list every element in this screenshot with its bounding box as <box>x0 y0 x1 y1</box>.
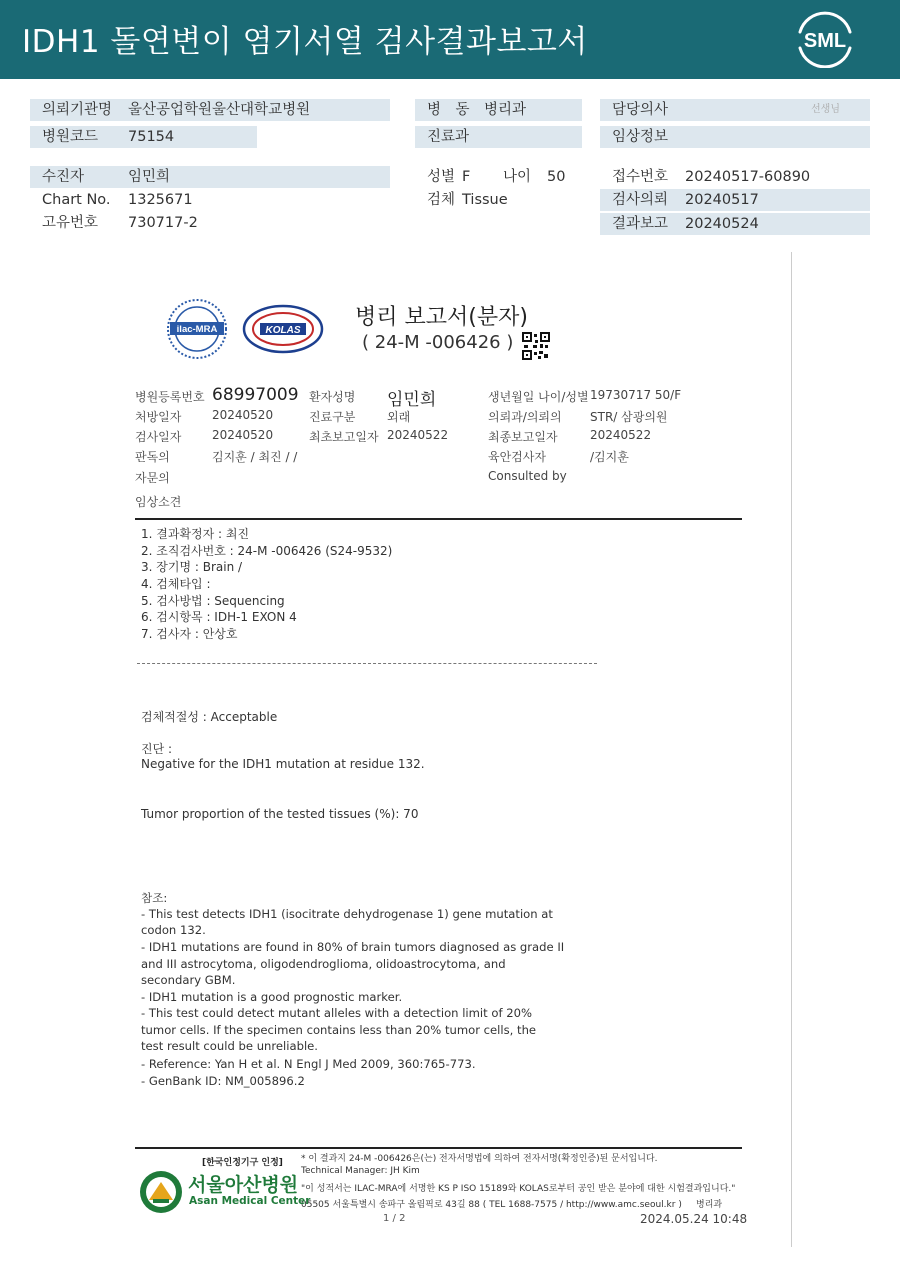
doctor-label: 담당의사 <box>612 102 669 118</box>
dob-value: 19730717 50/F <box>590 388 682 402</box>
diagnosis-label: 진단 : <box>141 742 173 756</box>
final-report-value: 20240522 <box>590 428 652 442</box>
report-divider-bottom <box>135 1147 742 1149</box>
ilac-mra-seal <box>166 298 228 360</box>
reference-line: - This test detects IDH1 (isocitrate dehydrogenase 1) gene mutation at <box>141 907 553 921</box>
requesting-institution-label: 의뢰기관명 <box>42 102 113 118</box>
field-requesting-institution <box>30 99 390 121</box>
field-receipt-no <box>600 166 870 188</box>
tech-manager: Technical Manager: JH Kim <box>301 1166 420 1176</box>
cert-label: [한국인정기구 인정] <box>202 1158 283 1168</box>
page-title: IDH1 돌연변이 염기서열 검사결과보고서 <box>22 24 588 60</box>
first-report-label: 최초보고일자 <box>309 430 379 444</box>
rx-date-value: 20240520 <box>212 408 274 422</box>
reg-no-value: 68997009 <box>212 385 299 405</box>
test-request-value: 20240517 <box>685 192 759 208</box>
field-clinical-info <box>600 126 870 148</box>
finding-item: 4. 검체타입 : <box>141 577 211 591</box>
header-bar <box>0 0 900 79</box>
field-test-request <box>600 189 870 211</box>
timestamp: 2024.05.24 10:48 <box>640 1212 748 1226</box>
finding-item: 6. 검시항목 : IDH-1 EXON 4 <box>141 610 297 624</box>
kolas-seal <box>242 304 324 354</box>
referring-label: 의뢰과/의뢰의 <box>488 410 562 424</box>
clinical-info-label: 임상정보 <box>612 129 669 145</box>
accredit-note: "이 성적서는 ILAC-MRA에 서명한 KS P ISO 15189와 KOLAS로부터 공인 받은 분야에 대한 시험결과입니다." <box>301 1184 736 1194</box>
finding-item: 5. 검사방법 : Sequencing <box>141 594 285 608</box>
age-value: 50 <box>547 169 566 185</box>
hospital-code-label: 병원코드 <box>42 129 99 145</box>
field-sex-age <box>415 166 585 188</box>
result-report-label: 결과보고 <box>612 216 669 232</box>
field-result-report <box>600 213 870 235</box>
report-number: ( 24-M -006426 ) <box>362 332 514 353</box>
hospital-code-value: 75154 <box>128 129 175 145</box>
field-specimen <box>415 189 585 211</box>
finding-item: 7. 검사자 : 안상호 <box>141 627 238 641</box>
field-doctor <box>600 99 870 121</box>
amc-emblem-icon <box>139 1170 183 1214</box>
exam-date-label: 검사일자 <box>135 430 182 444</box>
consult-label: 자문의 <box>135 471 170 485</box>
hospital-name-kr: 서울아산병원 <box>188 1174 299 1196</box>
sml-logo-text: SML <box>803 30 847 52</box>
qr-code-icon <box>522 332 550 360</box>
right-divider <box>791 252 792 1247</box>
result-report-value: 20240524 <box>685 216 759 232</box>
department-label: 진료과 <box>427 129 470 145</box>
field-hospital-code <box>30 126 257 148</box>
report-divider-top <box>135 518 742 520</box>
field-examinee <box>30 166 390 188</box>
unique-no-value: 730717-2 <box>128 215 198 231</box>
doctor-hint: 선생님 <box>811 104 840 115</box>
reference-line: test result could be unreliable. <box>141 1039 318 1053</box>
reference-line: and III astrocytoma, oligodendroglioma, olidoastrocytoma, and <box>141 957 506 971</box>
reference-line: - Reference: Yan H et al. N Engl J Med 2009, 360:765-773. <box>141 1057 476 1071</box>
unique-no-label: 고유번호 <box>42 215 99 231</box>
specimen-adequacy: 검체적절성 : Acceptable <box>141 710 278 724</box>
field-unique-no <box>30 212 390 234</box>
reference-line: tumor cells. If the specimen contains less than 20% tumor cells, the <box>141 1023 537 1037</box>
age-label: 나이 <box>503 169 532 185</box>
chart-no-label: Chart No. <box>42 192 111 208</box>
gross-label: 육안검사자 <box>488 450 546 464</box>
diagnosis-text: Negative for the IDH1 mutation at residue 132. <box>141 757 425 771</box>
references-label: 참조: <box>141 891 168 905</box>
exam-date-value: 20240520 <box>212 428 274 442</box>
reference-line: - This test could detect mutant alleles with a detection limit of 20% <box>141 1006 533 1020</box>
first-report-value: 20240522 <box>387 428 449 442</box>
sex-label: 성별 <box>427 169 456 185</box>
reference-line: codon 132. <box>141 923 206 937</box>
referring-value: STR/ 삼광의원 <box>590 410 668 424</box>
report-title: 병리 보고서(분자) <box>355 305 528 330</box>
ward-label: 병 동 <box>427 102 470 118</box>
consulted-by: Consulted by <box>488 469 567 483</box>
ilac-seal-text: ilac-MRA <box>176 324 218 335</box>
examinee-label: 수진자 <box>42 169 85 185</box>
hospital-name-en: Asan Medical Center <box>189 1195 311 1207</box>
receipt-no-value: 20240517-60890 <box>685 169 811 185</box>
specimen-value: Tissue <box>462 192 508 208</box>
finding-item: 2. 조직검사번호 : 24-M -006426 (S24-9532) <box>141 544 393 558</box>
visit-type-value: 외래 <box>387 410 411 424</box>
patient-name-value: 임민희 <box>387 390 437 410</box>
requesting-institution-value: 울산공업학원울산대학교병원 <box>128 102 311 118</box>
examinee-value: 임민희 <box>128 169 171 185</box>
dashed-separator <box>137 663 597 664</box>
test-request-label: 검사의뢰 <box>612 192 669 208</box>
visit-type-label: 진료구분 <box>309 410 356 424</box>
field-department <box>415 126 582 148</box>
field-chart-no <box>30 189 390 211</box>
esign-note: * 이 결과지 24-M -006426은(는) 전자서명법에 의하여 전자서명(확정인증)된 문서입니다. <box>301 1154 658 1164</box>
finding-item: 1. 결과확정자 : 최진 <box>141 527 250 541</box>
reference-line: - IDH1 mutation is a good prognostic marker. <box>141 990 403 1004</box>
patient-name-label: 환자성명 <box>309 390 356 404</box>
finding-item: 3. 장기명 : Brain / <box>141 560 243 574</box>
field-ward <box>415 99 582 121</box>
receipt-no-label: 접수번호 <box>612 169 669 185</box>
kolas-seal-text: KOLAS <box>265 325 301 336</box>
tumor-proportion: Tumor proportion of the tested tissues (%): 70 <box>141 807 419 821</box>
ward-value: 병리과 <box>484 102 527 118</box>
dob-label: 생년월일 나이/성별 <box>488 390 589 404</box>
reader-label: 판독의 <box>135 450 170 464</box>
sex-value: F <box>462 169 471 185</box>
reference-line: - GenBank ID: NM_005896.2 <box>141 1074 305 1088</box>
final-report-label: 최종보고일자 <box>488 430 558 444</box>
reader-value: 김지훈 / 최진 / / <box>212 450 298 464</box>
reference-line: - IDH1 mutations are found in 80% of brain tumors diagnosed as grade II <box>141 940 565 954</box>
chart-no-value: 1325671 <box>128 192 193 208</box>
reference-line: secondary GBM. <box>141 973 236 987</box>
clinical-opinion-label: 임상소견 <box>135 495 182 509</box>
address: 05505 서울특별시 송파구 올림픽로 43길 88 ( TEL 1688-7575 / http://www.amc.seoul.kr ) <box>301 1200 682 1210</box>
gross-value: /김지훈 <box>590 450 629 464</box>
sml-logo <box>790 10 860 68</box>
footer-dept: 병리과 <box>696 1200 723 1210</box>
reg-no-label: 병원등록번호 <box>135 390 205 404</box>
page-number: 1 / 2 <box>383 1213 406 1224</box>
rx-date-label: 처방일자 <box>135 410 182 424</box>
specimen-label: 검체 <box>427 192 456 208</box>
